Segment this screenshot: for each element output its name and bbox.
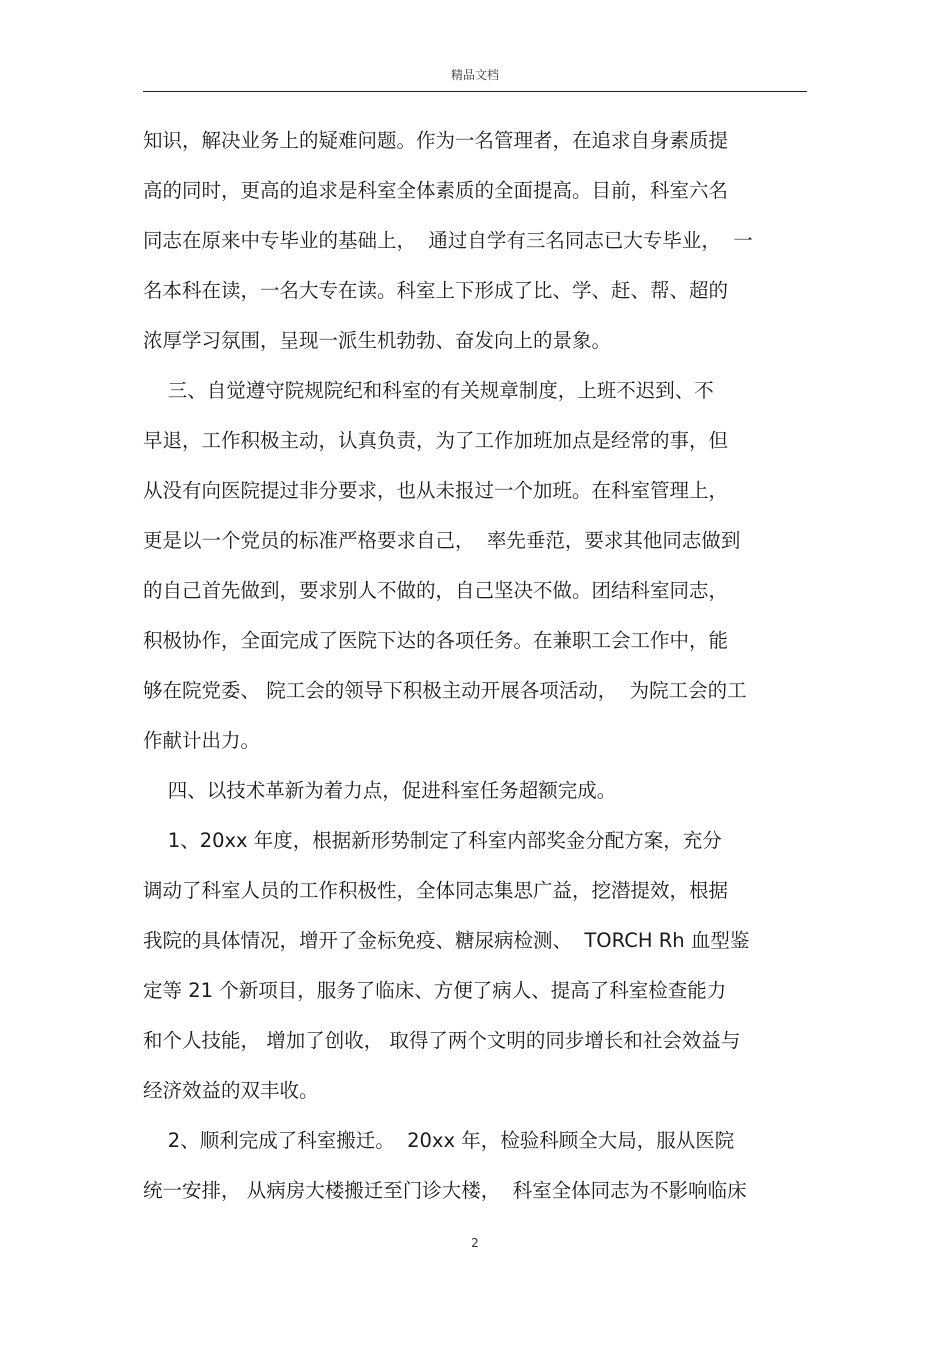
text-line: 1、20xx 年度，根据新形势制定了科室内部奖金分配方案，充分 xyxy=(143,829,722,852)
text-line: 的自己首先做到，要求别人不做的，自己坚决不做。团结科室同志， xyxy=(143,579,729,602)
text-line: 同志在原来中专毕业的基础上， 通过自学有三名同志已大专毕业， 一 xyxy=(143,229,753,252)
text-line: 作献计出力。 xyxy=(143,729,261,752)
text-line: 我院的具体情况，增开了金标免疫、糖尿病检测、 TORCH Rh 血型鉴 xyxy=(143,929,750,952)
text-line: 和个人技能， 增加了创收， 取得了两个文明的同步增长和社会效益与 xyxy=(143,1029,741,1052)
text-line: 四、以技术革新为着力点，促进科室任务超额完成。 xyxy=(143,779,617,802)
text-line: 知识，解决业务上的疑难问题。作为一名管理者，在追求自身素质提 xyxy=(143,129,729,152)
text-line: 早退，工作积极主动，认真负责，为了工作加班加点是经常的事，但 xyxy=(143,429,729,452)
text-line: 积极协作，全面完成了医院下达的各项任务。在兼职工会工作中，能 xyxy=(143,629,729,652)
header-divider xyxy=(143,91,807,92)
header-title: 精品文档 xyxy=(450,68,499,82)
text-line: 够在院党委、 院工会的领导下积极主动开展各项活动， 为院工会的工 xyxy=(143,679,747,702)
text-line: 经济效益的双丰收。 xyxy=(143,1079,319,1102)
text-line: 2、顺利完成了科室搬迁。 20xx 年，检验科顾全大局，服从医院 xyxy=(143,1129,735,1152)
text-line: 更是以一个党员的标准严格要求自己， 率先垂范，要求其他同志做到 xyxy=(143,529,741,552)
text-line: 浓厚学习氛围，呈现一派生机勃勃、奋发向上的景象。 xyxy=(143,329,612,352)
text-line: 名本科在读，一名大专在读。科室上下形成了比、学、赶、帮、超的 xyxy=(143,279,729,302)
text-line: 高的同时，更高的追求是科室全体素质的全面提高。目前，科室六名 xyxy=(143,179,729,202)
text-line: 定等 21 个新项目，服务了临床、方便了病人、提高了科室检查能力 xyxy=(143,979,727,1002)
text-line: 从没有向医院提过非分要求，也从未报过一个加班。在科室管理上， xyxy=(143,479,729,502)
text-line: 统一安排， 从病房大楼搬迁至门诊大楼， 科室全体同志为不影响临床 xyxy=(143,1179,747,1202)
text-line: 调动了科室人员的工作积极性，全体同志集思广益，挖潜提效，根据 xyxy=(143,879,729,902)
page-number: 2 xyxy=(471,1236,479,1250)
text-line: 三、自觉遵守院规院纪和科室的有关规章制度，上班不迟到、不 xyxy=(143,379,714,402)
